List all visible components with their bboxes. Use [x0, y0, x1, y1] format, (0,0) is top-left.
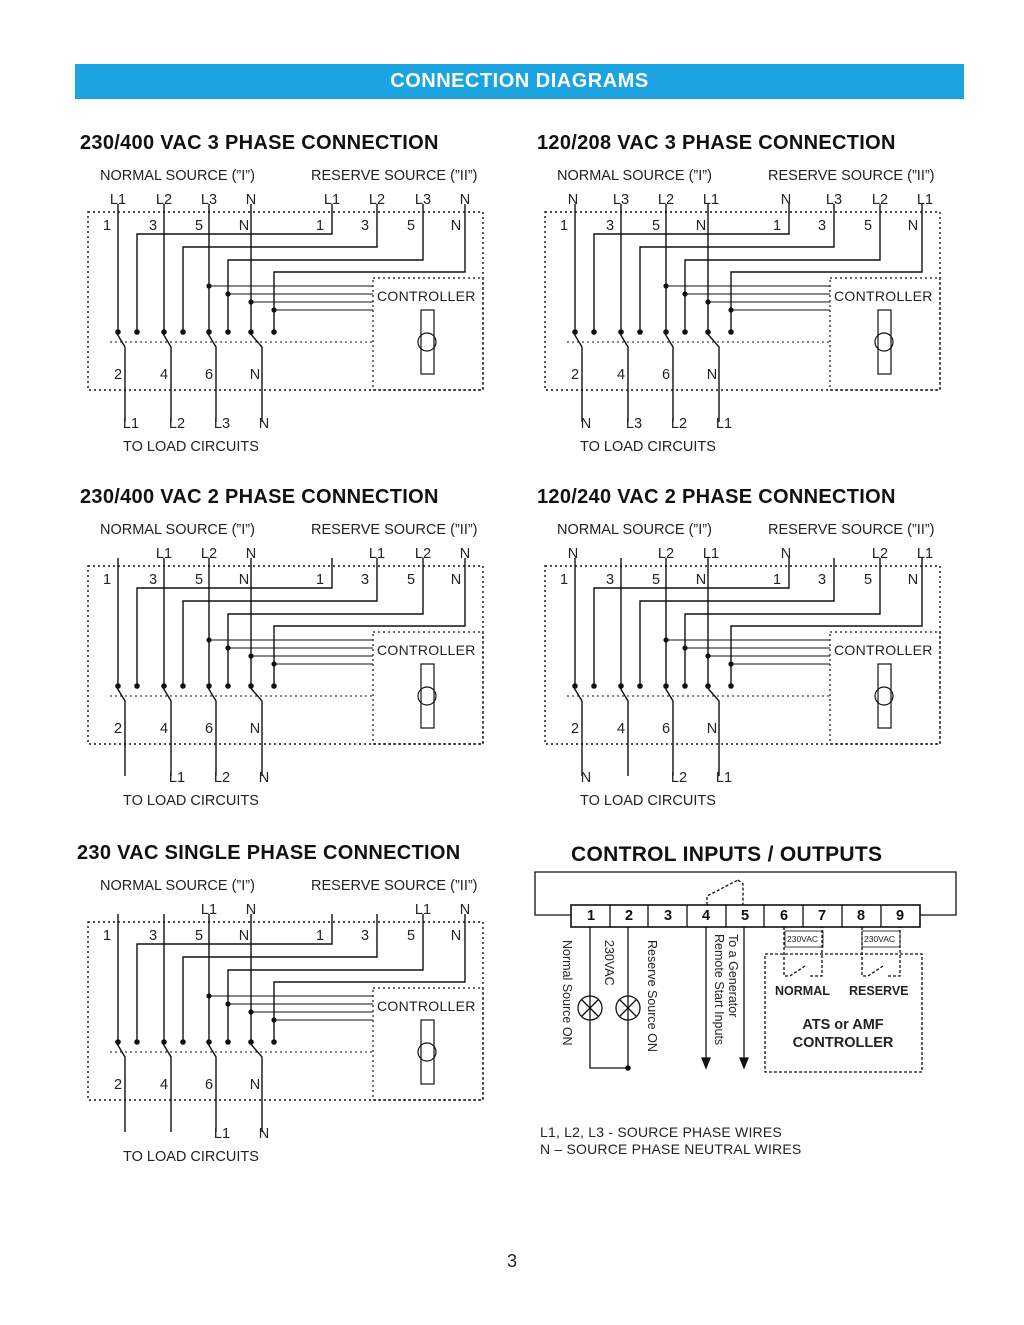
reserve-line-label: L2	[414, 546, 432, 562]
terminal-label: 5	[651, 218, 661, 234]
terminal-label: 4	[159, 367, 169, 383]
terminal-label: 6	[204, 1077, 214, 1093]
terminal-label: 1	[559, 572, 569, 588]
controller-label: CONTROLLER	[377, 642, 476, 658]
terminal-label: N	[450, 572, 462, 588]
controller-name-line2: CONTROLLER	[792, 1035, 894, 1051]
terminal-label: 6	[204, 721, 214, 737]
terminal-label: N	[695, 218, 707, 234]
terminal-label: 1	[315, 928, 325, 944]
terminal-label: 5	[194, 218, 204, 234]
reserve-source-label: RESERVE SOURCE (”II”)	[768, 522, 935, 538]
terminal-label: 6	[204, 367, 214, 383]
terminal-label: 3	[817, 572, 827, 588]
terminal-label: 1	[315, 218, 325, 234]
reserve-source-on-label: Reserve Source ON	[645, 940, 659, 1052]
terminal-label: 6	[661, 721, 671, 737]
normal-line-label: N	[567, 192, 579, 208]
reserve-source-label: RESERVE SOURCE (”II”)	[311, 168, 478, 184]
terminal-label: 3	[360, 218, 370, 234]
terminal-number: 1	[586, 908, 596, 924]
normal-line-label: L1	[200, 902, 218, 918]
normal-line-label: L1	[109, 192, 127, 208]
page-number: 3	[506, 1251, 517, 1271]
normal-line-label: L2	[657, 192, 675, 208]
terminal-label: 5	[406, 928, 416, 944]
terminal-label: 3	[360, 572, 370, 588]
load-line-label: L2	[670, 416, 688, 432]
terminal-label: 5	[863, 218, 873, 234]
terminal-label: 1	[772, 572, 782, 588]
lamp-voltage-label: 230VAC	[602, 940, 616, 986]
load-line-label: N	[258, 416, 270, 432]
load-line-label: L1	[213, 1126, 231, 1142]
terminal-label: 3	[605, 218, 615, 234]
normal-line-label: L2	[155, 192, 173, 208]
terminal-label: N	[450, 218, 462, 234]
terminal-number: 2	[624, 908, 634, 924]
terminal-number: 9	[895, 908, 905, 924]
relay-voltage-label: 230VAC	[787, 934, 819, 944]
remote-start-label: Remote Start Inputs	[712, 934, 726, 1046]
normal-relay-label: NORMAL	[775, 984, 830, 998]
diagram-title: 230 VAC SINGLE PHASE CONNECTION	[77, 842, 461, 864]
normal-line-label: N	[245, 902, 257, 918]
normal-line-label: L1	[702, 546, 720, 562]
normal-source-label: NORMAL SOURCE (”I”)	[557, 168, 712, 184]
reserve-line-label: N	[459, 546, 471, 562]
controller-label: CONTROLLER	[377, 288, 476, 304]
normal-source-label: NORMAL SOURCE (”I”)	[100, 878, 255, 894]
normal-source-on-label: Normal Source ON	[560, 940, 574, 1046]
terminal-label: 5	[194, 928, 204, 944]
to-load-label: TO LOAD CIRCUITS	[123, 1149, 259, 1165]
load-line-label: L3	[625, 416, 643, 432]
terminal-number: 3	[663, 908, 673, 924]
terminal-label: 3	[148, 928, 158, 944]
terminal-label: 4	[159, 721, 169, 737]
to-load-label: TO LOAD CIRCUITS	[580, 793, 716, 809]
controller-name-line1: ATS or AMF	[802, 1017, 884, 1033]
terminal-label: 3	[605, 572, 615, 588]
terminal-label: 1	[102, 218, 112, 234]
reserve-relay-label: RESERVE	[849, 984, 909, 998]
reserve-line-label: N	[780, 192, 792, 208]
load-line-label: N	[258, 770, 270, 786]
terminal-label: 1	[559, 218, 569, 234]
reserve-line-label: L2	[871, 546, 889, 562]
normal-source-label: NORMAL SOURCE (”I”)	[557, 522, 712, 538]
normal-line-label: N	[567, 546, 579, 562]
terminal-label: 5	[406, 572, 416, 588]
arrow-down-icon	[702, 1058, 710, 1068]
legend-phase-wires: L1, L2, L3 - SOURCE PHASE WIRES	[540, 1124, 782, 1140]
reserve-line-label: N	[459, 192, 471, 208]
reserve-line-label: N	[780, 546, 792, 562]
terminal-label: 1	[102, 928, 112, 944]
load-line-label: L2	[213, 770, 231, 786]
legend-neutral-wires: N – SOURCE PHASE NEUTRAL WIRES	[540, 1141, 802, 1157]
terminal-label: 5	[194, 572, 204, 588]
reserve-line-label: L2	[871, 192, 889, 208]
junction-dot	[625, 1065, 631, 1071]
terminal-label: N	[907, 218, 919, 234]
terminal-label: 6	[661, 367, 671, 383]
terminal-label: 2	[113, 721, 123, 737]
load-line-label: L1	[122, 416, 140, 432]
terminal-label: 3	[148, 572, 158, 588]
dashed-contact	[707, 880, 743, 905]
to-load-label: TO LOAD CIRCUITS	[123, 793, 259, 809]
to-generator-label: To a Generator	[726, 934, 740, 1018]
normal-line-label: L2	[657, 546, 675, 562]
terminal-number: 8	[856, 908, 866, 924]
section-banner: CONNECTION DIAGRAMS	[75, 64, 964, 99]
terminal-label: N	[238, 572, 250, 588]
normal-line-label: L2	[200, 546, 218, 562]
diagram-title: 230/400 VAC 3 PHASE CONNECTION	[80, 132, 439, 154]
terminal-label: N	[695, 572, 707, 588]
normal-source-label: NORMAL SOURCE (”I”)	[100, 522, 255, 538]
terminal-label: 5	[406, 218, 416, 234]
control-io-title: CONTROL INPUTS / OUTPUTS	[571, 843, 883, 866]
normal-line-label: L3	[200, 192, 218, 208]
terminal-label: 4	[159, 1077, 169, 1093]
terminal-label: 3	[148, 218, 158, 234]
ats-controller-box	[765, 954, 922, 1072]
diagram-title: 120/208 VAC 3 PHASE CONNECTION	[537, 132, 896, 154]
reserve-source-label: RESERVE SOURCE (”II”)	[768, 168, 935, 184]
terminal-label: 4	[616, 367, 626, 383]
terminal-label: N	[907, 572, 919, 588]
load-line-label: L1	[715, 770, 733, 786]
terminal-number: 7	[817, 908, 827, 924]
reserve-line-label: L1	[414, 902, 432, 918]
terminal-label: N	[706, 367, 718, 383]
load-line-label: N	[580, 770, 592, 786]
normal-line-label: N	[245, 192, 257, 208]
terminal-number: 4	[701, 908, 711, 924]
reserve-line-label: L2	[368, 192, 386, 208]
reserve-source-label: RESERVE SOURCE (”II”)	[311, 878, 478, 894]
terminal-label: 3	[360, 928, 370, 944]
terminal-label: 1	[772, 218, 782, 234]
reserve-line-label: L3	[825, 192, 843, 208]
terminal-label: 2	[570, 367, 580, 383]
load-line-label: N	[258, 1126, 270, 1142]
terminal-label: 3	[817, 218, 827, 234]
normal-source-label: NORMAL SOURCE (”I”)	[100, 168, 255, 184]
arrow-down-icon	[740, 1058, 748, 1068]
terminal-number: 5	[740, 908, 750, 924]
reserve-source-label: RESERVE SOURCE (”II”)	[311, 522, 478, 538]
normal-line-label: L1	[702, 192, 720, 208]
terminal-label: N	[706, 721, 718, 737]
reserve-line-label: L3	[414, 192, 432, 208]
normal-line-label: L3	[612, 192, 630, 208]
terminal-label: 5	[863, 572, 873, 588]
terminal-label: N	[249, 721, 261, 737]
diagram-title: 120/240 VAC 2 PHASE CONNECTION	[537, 486, 896, 508]
load-line-label: L2	[670, 770, 688, 786]
reserve-line-label: L1	[916, 546, 934, 562]
normal-line-label: L1	[155, 546, 173, 562]
terminal-label: 4	[616, 721, 626, 737]
terminal-label: 1	[102, 572, 112, 588]
terminal-label: 2	[113, 367, 123, 383]
terminal-number: 6	[779, 908, 789, 924]
relay-voltage-label: 230VAC	[864, 934, 896, 944]
load-line-label: L1	[168, 770, 186, 786]
terminal-label: N	[249, 367, 261, 383]
reserve-line-label: N	[459, 902, 471, 918]
load-line-label: L2	[168, 416, 186, 432]
terminal-label: 5	[651, 572, 661, 588]
to-load-label: TO LOAD CIRCUITS	[580, 439, 716, 455]
reserve-line-label: L1	[916, 192, 934, 208]
controller-label: CONTROLLER	[834, 288, 933, 304]
diagram-title: 230/400 VAC 2 PHASE CONNECTION	[80, 486, 439, 508]
controller-label: CONTROLLER	[377, 998, 476, 1014]
terminal-label: 2	[570, 721, 580, 737]
terminal-label: N	[238, 218, 250, 234]
terminal-label: N	[238, 928, 250, 944]
controller-label: CONTROLLER	[834, 642, 933, 658]
terminal-label: N	[450, 928, 462, 944]
terminal-label: N	[249, 1077, 261, 1093]
terminal-label: 1	[315, 572, 325, 588]
normal-line-label: N	[245, 546, 257, 562]
load-line-label: L1	[715, 416, 733, 432]
reserve-line-label: L1	[368, 546, 386, 562]
terminal-label: 2	[113, 1077, 123, 1093]
reserve-line-label: L1	[323, 192, 341, 208]
load-line-label: L3	[213, 416, 231, 432]
load-line-label: N	[580, 416, 592, 432]
to-load-label: TO LOAD CIRCUITS	[123, 439, 259, 455]
